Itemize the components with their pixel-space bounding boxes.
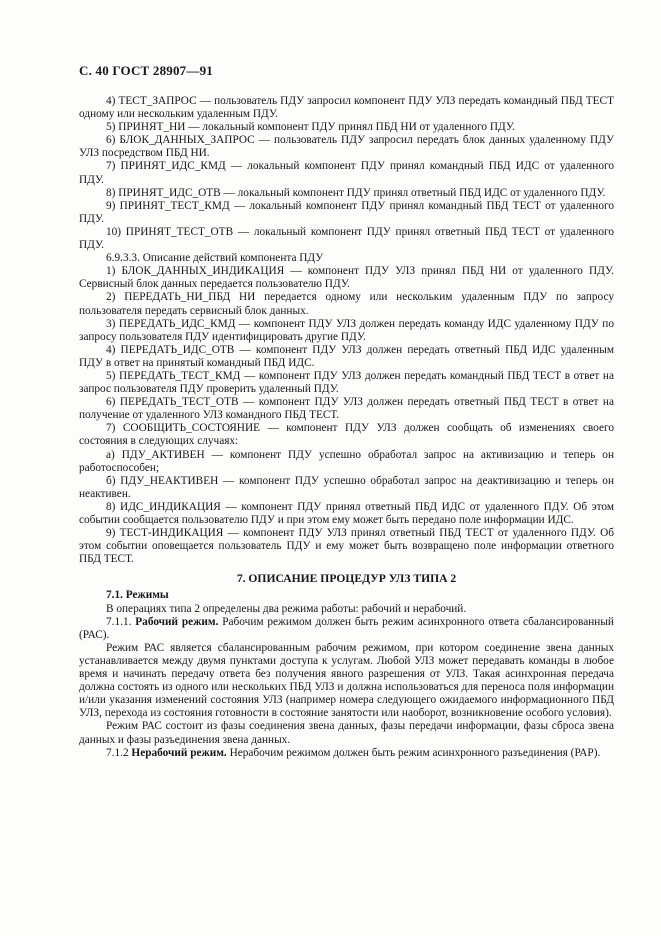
paragraph: 5) ПЕРЕДАТЬ_ТЕСТ_КМД — компонент ПДУ УЛЗ должен передать командный ПБД ТЕСТ в ответ на запрос пользователя ПДУ проверить удаленный ПДУ. (79, 369, 614, 396)
bold-term: Рабочий режим. (135, 615, 219, 628)
clause-number: 7.1.2 (106, 746, 129, 759)
subsection-title: 7.1. Режимы (106, 589, 169, 602)
paragraph: 8) ИДС_ИНДИКАЦИЯ — компонент ПДУ принял ответный ПБД ИДС от удаленного ПДУ. Об этом событии сообщается пользователю ПДУ и при этом ему может быть передано поле информации ИДС. (79, 500, 614, 526)
paragraph: 3) ПЕРЕДАТЬ_ИДС_КМД — компонент ПДУ УЛЗ должен передать команду ИДС удаленному ПДУ по запросу пользователя ПДУ идентифицировать другие ПДУ. (79, 317, 614, 343)
paragraph-712 (79, 747, 614, 760)
paragraph: 10) ПРИНЯТ_ТЕСТ_ОТВ — локальный компонент ПДУ принял ответный ПБД ТЕСТ от удаленного ПДУ. (79, 225, 614, 252)
paragraph: 6) БЛОК_ДАННЫХ_ЗАПРОС — пользователь ПДУ запросил передать блок данных удаленному ПДУ УЛЗ посредством ПБД НИ. (79, 134, 614, 160)
body-text (79, 95, 614, 760)
paragraph: 4) ПЕРЕДАТЬ_ИДС_ОТВ — компонент ПДУ УЛЗ должен передать ответный ПБД ИДС удаленным ПДУ в ответ на принятый командный ПБД ИДС. (79, 343, 614, 369)
paragraph: а) ПДУ_АКТИВЕН — компонент ПДУ успешно обработал запрос на активизацию и теперь он работоспособен; (79, 448, 614, 474)
paragraph: 4) ТЕСТ_ЗАПРОС — пользователь ПДУ запросил компонент ПДУ УЛЗ передать командный ПБД ТЕСТ одному или нескольким удаленным ПДУ. (79, 95, 614, 121)
paragraph: В операциях типа 2 определены два режима работы: рабочий и нерабочий. (106, 602, 467, 615)
paragraph: Режим РАС состоит из фазы соединения звена данных, фазы передачи информации, фазы сброса звена данных и фазы разъединения звена данных. (79, 720, 614, 746)
paragraph: б) ПДУ_НЕАКТИВЕН — компонент ПДУ успешно обработал запрос на деактивизацию и теперь он неактивен. (79, 474, 614, 500)
paragraph-text: Нерабочим режимом должен быть режим асинхронного разъединения (РАР). (226, 746, 601, 759)
paragraph: 1) БЛОК_ДАННЫХ_ИНДИКАЦИЯ — компонент ПДУ УЛЗ принял ПБД НИ от удаленного ПДУ. Сервисный блок данных передается пользователю ПДУ. (79, 265, 614, 291)
paragraph: 2) ПЕРЕДАТЬ_НИ_ПБД НИ передается одному или нескольким удаленным ПДУ по запросу пользователя передать сервисный блок данных. (79, 291, 614, 317)
paragraph-text: Рабочим режимом должен быть режим асинхронного ответа сбалансированный (РАС). (79, 615, 614, 641)
page-header: С. 40 ГОСТ 28907—91 (79, 63, 213, 78)
paragraph-711 (79, 616, 614, 642)
paragraph: 9) ПРИНЯТ_ТЕСТ_КМД — локальный компонент ПДУ принял командный ПБД ТЕСТ от удаленного ПДУ. (79, 199, 614, 225)
clause-number: 7.1.1. (106, 615, 132, 628)
paragraph: 9) ТЕСТ-ИНДИКАЦИЯ — компонент ПДУ УЛЗ принял ответный ПБД ТЕСТ от удаленного ПДУ. Об этом событии оповещается пользователь ПДУ и ему может быть возвращено поле информации ответного ПБД ТЕСТ. (79, 527, 614, 566)
bold-term: Нерабочий режим. (131, 746, 227, 759)
paragraph: 8) ПРИНЯТ_ИДС_ОТВ — локальный компонент ПДУ принял ответный ПБД ИДС от удаленного ПДУ. (106, 186, 606, 199)
paragraph: 7) СООБЩИТЬ_СОСТОЯНИЕ — компонент ПДУ УЛЗ должен сообщать об изменениях своего состояния в следующих случаях: (79, 422, 614, 448)
paragraph: 5) ПРИНЯТ_НИ — локальный компонент ПДУ принял ПБД НИ от удаленного ПДУ. (106, 121, 515, 134)
paragraph: 6) ПЕРЕДАТЬ_ТЕСТ_ОТВ — компонент ПДУ УЛЗ должен передать ответный ПБД ТЕСТ в ответ на получение от удаленного УЛЗ командного ПБД ТЕСТ. (79, 396, 614, 422)
paragraph: 7) ПРИНЯТ_ИДС_КМД — локальный компонент ПДУ принял командный ПБД ИДС от удаленного ПДУ. (79, 160, 614, 186)
paragraph: 6.9.3.3. Описание действий компонента ПДУ (106, 252, 324, 265)
paragraph: Режим РАС является сбалансированным рабочим режимом, при котором соединение звена данных устанавливается между двумя пунктами доступа к услугам. Любой УЛЗ может передавать команды в любое время и начинать передачу ответа без получения явного разрешения от УЛЗ. Такая асинхронная передача должна состоять из одного или нескольких ПБД УЛЗ и должна использоваться для переноса поля информации и/или указания изменений состояния УЛЗ (например номера следующего ожидаемого информационного ПБД УЛЗ, перехода из состояния готовности в состояние занятости или наоборот, возникновение особого условия). (79, 641, 614, 720)
section-title: 7. ОПИСАНИЕ ПРОЦЕДУР УЛЗ ТИПА 2 (236, 572, 457, 586)
